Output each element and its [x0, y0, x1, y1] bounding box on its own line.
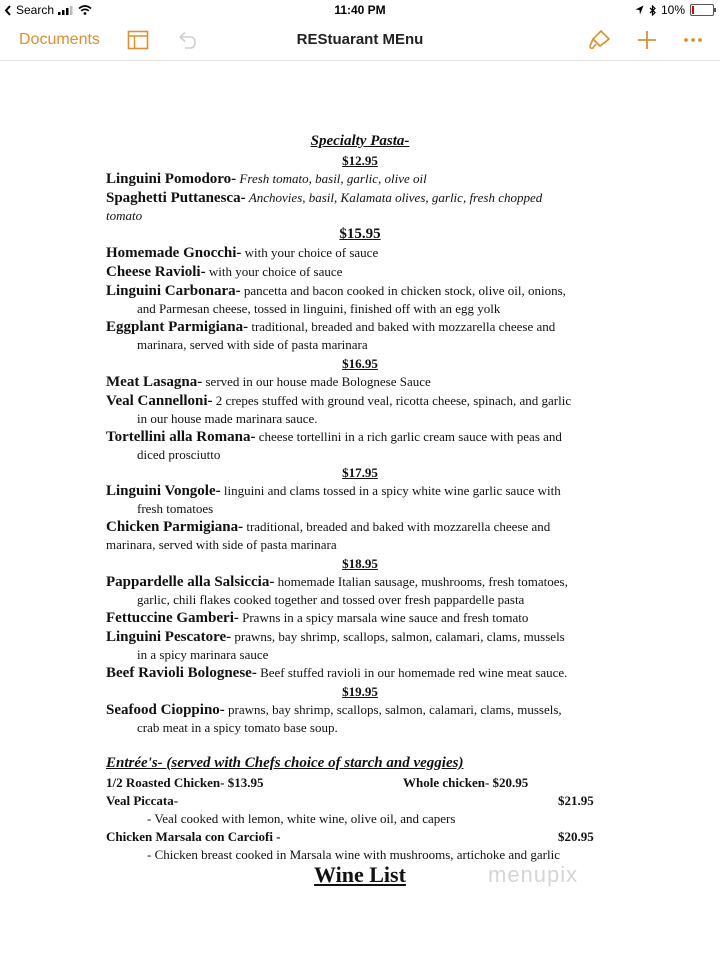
- entree-price: $20.95: [558, 829, 594, 844]
- item-description: Anchovies, basil, Kalamata olives, garlic, fresh chopped: [248, 190, 543, 205]
- wine-list-title: Wine List: [314, 862, 406, 887]
- item-description-cont: garlic, chili flakes cooked together and tossed over fresh pappardelle pasta: [137, 592, 525, 607]
- item-description: linguini and clams tossed in a spicy white wine garlic sauce with: [223, 483, 561, 498]
- entree-row: [106, 792, 606, 810]
- item-description: Fresh tomato, basil, garlic, olive oil: [239, 171, 427, 186]
- item-description: served in our house made Bolognese Sauce: [205, 374, 431, 389]
- menu-item: [106, 609, 616, 627]
- item-description-cont: marinara, served with side of pasta marinara: [137, 337, 368, 352]
- item-name: Eggplant Parmigiana-: [106, 319, 249, 335]
- item-description: 2 crepes stuffed with ground veal, ricotta cheese, spinach, and garlic: [215, 393, 572, 408]
- entree-price: $21.95: [558, 793, 594, 808]
- item-name: Cheese Ravioli-: [106, 264, 206, 280]
- item-description: pancetta and bacon cooked in chicken stock, olive oil, onions,: [243, 283, 566, 298]
- item-name: Linguini Carbonara-: [106, 283, 241, 299]
- item-description: Prawns in a spicy marsala wine sauce and fresh tomato: [242, 610, 529, 625]
- menu-item: [106, 170, 616, 188]
- price-heading: $12.95: [342, 153, 378, 168]
- item-description: Beef stuffed ravioli in our homemade red wine meat sauce.: [260, 665, 568, 680]
- item-description: homemade Italian sausage, mushrooms, fresh tomatoes,: [277, 574, 568, 589]
- entree-item: Whole chicken- $20.95: [403, 775, 529, 790]
- specialty-pasta-title: Specialty Pasta-: [310, 133, 410, 149]
- item-name: Spaghetti Puttanesca-: [106, 190, 246, 206]
- item-name: Meat Lasagna-: [106, 374, 203, 390]
- back-to-search-link[interactable]: Search: [16, 3, 55, 17]
- price-heading: $17.95: [342, 465, 378, 480]
- item-description-cont: marinara, served with side of pasta marinara: [106, 537, 337, 552]
- menu-item: [106, 189, 616, 225]
- status-time: 11:40 PM: [334, 3, 386, 17]
- item-description-cont: diced prosciutto: [137, 447, 221, 462]
- item-name: Chicken Parmigiana-: [106, 519, 244, 535]
- entree-name: Chicken Marsala con Carciofi -: [106, 829, 281, 844]
- entree-item: 1/2 Roasted Chicken- $13.95: [106, 775, 264, 790]
- price-heading: $19.95: [342, 684, 378, 699]
- app-toolbar: [0, 20, 720, 61]
- item-name: Tortellini alla Romana-: [106, 429, 256, 445]
- item-name: Pappardelle alla Salsiccia-: [106, 574, 275, 590]
- entree-price-cell: [558, 828, 618, 846]
- item-description-cont: fresh tomatoes: [137, 501, 214, 516]
- menu-item: [106, 263, 616, 281]
- item-name: Linguini Pescatore-: [106, 629, 232, 645]
- menu-item: [106, 428, 616, 464]
- bluetooth-icon: [649, 5, 656, 16]
- item-name: Linguini Vongole-: [106, 483, 221, 499]
- format-brush-icon[interactable]: [588, 29, 612, 51]
- item-description-cont: in our house made marinara sauce.: [137, 411, 318, 426]
- document-title: REStuarant MEnu: [296, 31, 424, 48]
- status-bar: [0, 0, 720, 20]
- item-description-cont: crab meat in a spicy tomato base soup.: [137, 720, 338, 735]
- item-description-cont: and Parmesan cheese, tossed in linguini, finished off with an egg yolk: [137, 301, 501, 316]
- entree-row: [106, 828, 606, 846]
- item-name: Beef Ravioli Bolognese-: [106, 665, 257, 681]
- menu-item: [106, 518, 616, 554]
- menu-item: [106, 373, 616, 391]
- item-description: prawns, bay shrimp, scallops, salmon, calamari, clams, mussels,: [228, 702, 562, 717]
- more-options-icon[interactable]: [682, 29, 704, 51]
- menu-item: [106, 244, 616, 262]
- location-icon: [635, 5, 644, 15]
- menu-item: [106, 664, 616, 682]
- item-name: Seafood Cioppino-: [106, 702, 225, 718]
- item-name: Fettuccine Gamberi-: [106, 610, 239, 626]
- menu-item: [106, 318, 616, 354]
- documents-button[interactable]: Documents: [19, 31, 100, 48]
- item-name: Veal Cannelloni-: [106, 393, 213, 409]
- item-description: prawns, bay shrimp, scallops, salmon, calamari, clams, mussels: [234, 629, 565, 644]
- item-description: with your choice of sauce: [244, 245, 379, 260]
- menu-item: [106, 392, 616, 428]
- price-heading: $18.95: [342, 556, 378, 571]
- entrees-title: Entrée's- (served with Chefs choice of starch and veggies): [106, 755, 464, 771]
- entree-row: [403, 774, 603, 792]
- item-description-cont: tomato: [106, 208, 143, 223]
- item-description: with your choice of sauce: [208, 264, 343, 279]
- item-description: cheese tortellini in a rich garlic cream sauce with peas and: [258, 429, 562, 444]
- item-name: Homemade Gnocchi-: [106, 245, 242, 261]
- item-description-cont: in a spicy marinara sauce: [137, 647, 269, 662]
- entree-description: - Chicken breast cooked in Marsala wine with mushrooms, artichoke and garlic: [147, 847, 560, 862]
- battery-icon: [690, 4, 714, 16]
- price-heading: $15.95: [339, 226, 381, 242]
- menu-item: [106, 282, 616, 318]
- entree-description: - Veal cooked with lemon, white wine, olive oil, and capers: [147, 811, 456, 826]
- menu-item: [106, 482, 616, 518]
- menu-item: [106, 573, 616, 609]
- item-description: traditional, breaded and baked with mozzarella cheese and: [251, 319, 556, 334]
- battery-percent: 10%: [660, 3, 685, 17]
- entree-name: Veal Piccata-: [106, 793, 179, 808]
- menu-item: [106, 628, 616, 664]
- add-icon[interactable]: [636, 29, 658, 51]
- item-description: traditional, breaded and baked with mozzarella cheese and: [246, 519, 551, 534]
- menu-item: [106, 701, 616, 737]
- price-heading: $16.95: [342, 356, 378, 371]
- watermark: menupix: [488, 862, 579, 887]
- item-name: Linguini Pomodoro-: [106, 171, 237, 187]
- entree-price-cell: [558, 792, 618, 810]
